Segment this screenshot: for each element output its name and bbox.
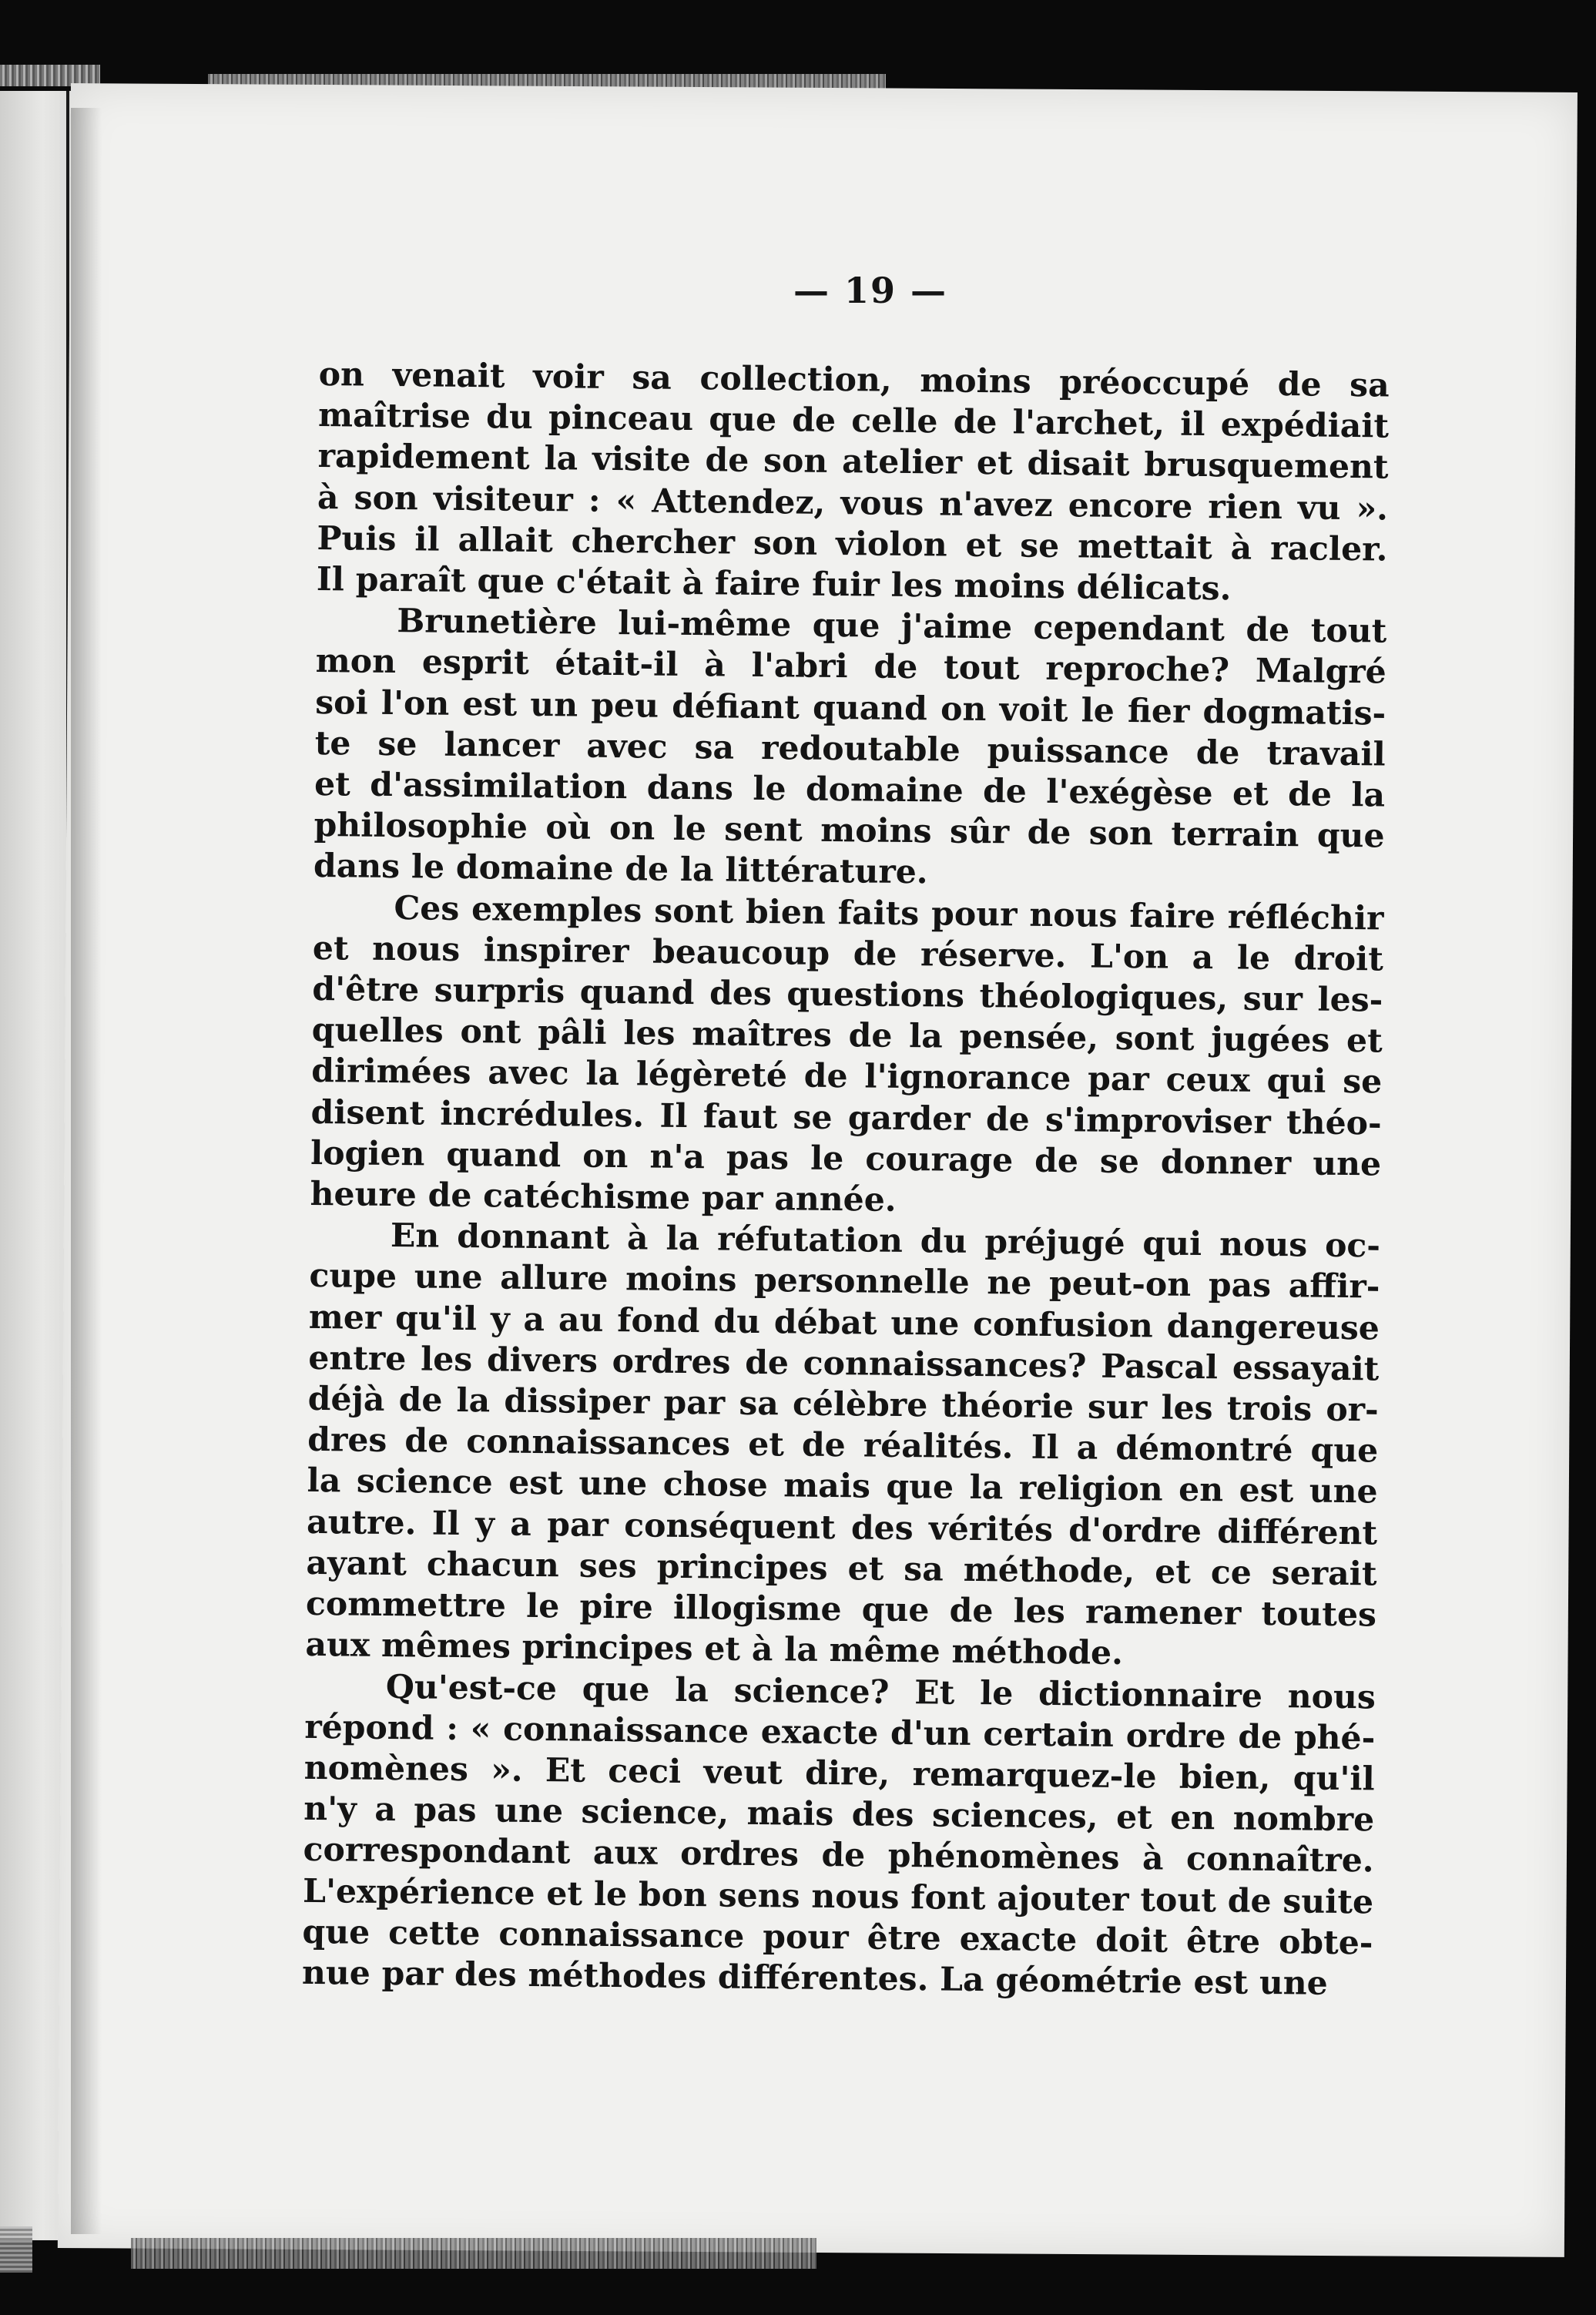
text-line: rapidement la visite de son atelier et disait brusquement bbox=[317, 437, 1389, 487]
paragraph bbox=[317, 354, 1390, 612]
text-line: En donnant à la réfutation du préjugé qui nous oc- bbox=[390, 1216, 1381, 1266]
text-line: commettre le pire illogisme que de les ramener toutes bbox=[305, 1585, 1377, 1635]
text-line: Qu'est-ce que la science? Et le dictionnaire nous bbox=[385, 1667, 1376, 1716]
gutter-shadow bbox=[71, 108, 102, 2234]
text-line: Il paraît que c'était à faire fuir les moins délicats. bbox=[316, 560, 1232, 609]
paragraph bbox=[302, 1666, 1376, 2005]
text-line: ayant chacun ses principes et sa méthode, et ce serait bbox=[306, 1543, 1377, 1594]
text-line: logien quand on n'a pas le courage de se donner une bbox=[310, 1133, 1382, 1184]
page-number: — 19 — bbox=[793, 270, 948, 311]
text-line: L'expérience et le bon sens nous font ajouter tout de suite bbox=[302, 1871, 1374, 1921]
paragraph bbox=[305, 1215, 1380, 1677]
text-line: répond : « connaissance exacte d'un certain ordre de phé- bbox=[304, 1707, 1376, 1758]
text-line: on venait voir sa collection, moins préoccupé de sa bbox=[318, 354, 1390, 405]
text-line: à son visiteur : « Attendez, vous n'avez encore rien vu ». bbox=[317, 478, 1389, 528]
text-line: dres de connaissances et de réalités. Il a démontré que bbox=[307, 1421, 1379, 1471]
text-line: déjà de la dissiper par sa célèbre théorie sur les trois or- bbox=[307, 1380, 1379, 1430]
text-line: heure de catéchisme par année. bbox=[310, 1175, 897, 1220]
text-line: dans le domaine de la littérature. bbox=[313, 847, 928, 892]
text-line: et nous inspirer beaucoup de réserve. L'on a le droit bbox=[312, 928, 1384, 979]
text-line: n'y a pas une science, mais des sciences, et en nombre bbox=[303, 1790, 1375, 1840]
text-line: soi l'on est un peu défiant quand on voit le fier dogmatis- bbox=[315, 683, 1386, 733]
text-line: aux mêmes principes et à la même méthode. bbox=[305, 1626, 1124, 1673]
text-line: nue par des méthodes différentes. La géométrie est une bbox=[301, 1953, 1329, 2003]
text-line: cupe une allure moins personnelle ne peut-on pas affir- bbox=[309, 1256, 1380, 1307]
text-line: philosophie où on le sent moins sûr de son terrain que bbox=[314, 806, 1385, 856]
text-line: nomènes ». Et ceci veut dire, remarquez-le bien, qu'il bbox=[303, 1748, 1375, 1799]
film-edge-bottom-left bbox=[0, 2226, 32, 2273]
film-edge-bottom bbox=[131, 2238, 816, 2269]
text-line: mon esprit était-il à l'abri de tout reproche? Malgré bbox=[315, 642, 1387, 692]
paragraph bbox=[310, 887, 1383, 1226]
text-line: correspondant aux ordres de phénomènes à connaître. bbox=[303, 1830, 1374, 1881]
text-line: la science est une chose mais que la religion en est une bbox=[307, 1461, 1378, 1511]
text-line: mer qu'il y a au fond du débat une confusion dangereuse bbox=[308, 1297, 1380, 1348]
text-line: Ces exemples sont bien faits pour nous faire réfléchir bbox=[394, 888, 1384, 938]
text-line: Brunetière lui-même que j'aime cependant de tout bbox=[397, 602, 1387, 651]
text-line: Puis il allait chercher son violon et se mettait à racler. bbox=[317, 518, 1388, 569]
text-line: quelles ont pâli les maîtres de la pensée, sont jugées et bbox=[311, 1011, 1383, 1061]
text-line: d'être surpris quand des questions théologiques, sur les- bbox=[312, 970, 1383, 1020]
text-line: disent incrédules. Il faut se garder de s'improviser théo- bbox=[310, 1092, 1382, 1143]
text-line: et d'assimilation dans le domaine de l'exégèse et de la bbox=[314, 765, 1386, 815]
text-line: que cette connaissance pour être exacte doit être obte- bbox=[302, 1912, 1373, 1963]
text-line: te se lancer avec sa redoutable puissance de travail bbox=[314, 723, 1386, 774]
text-line: entre les divers ordres de connaissances? Pascal essayait bbox=[308, 1338, 1380, 1389]
text-line: autre. Il y a par conséquent des vérités d'ordre différent bbox=[306, 1502, 1378, 1553]
text-line: maîtrise du pinceau que de celle de l'archet, il expédiait bbox=[317, 396, 1390, 446]
paragraph bbox=[314, 600, 1387, 898]
page-body-text bbox=[302, 354, 1390, 2005]
text-line: dirimées avec la légèreté de l'ignorance par ceux qui se bbox=[310, 1052, 1383, 1102]
